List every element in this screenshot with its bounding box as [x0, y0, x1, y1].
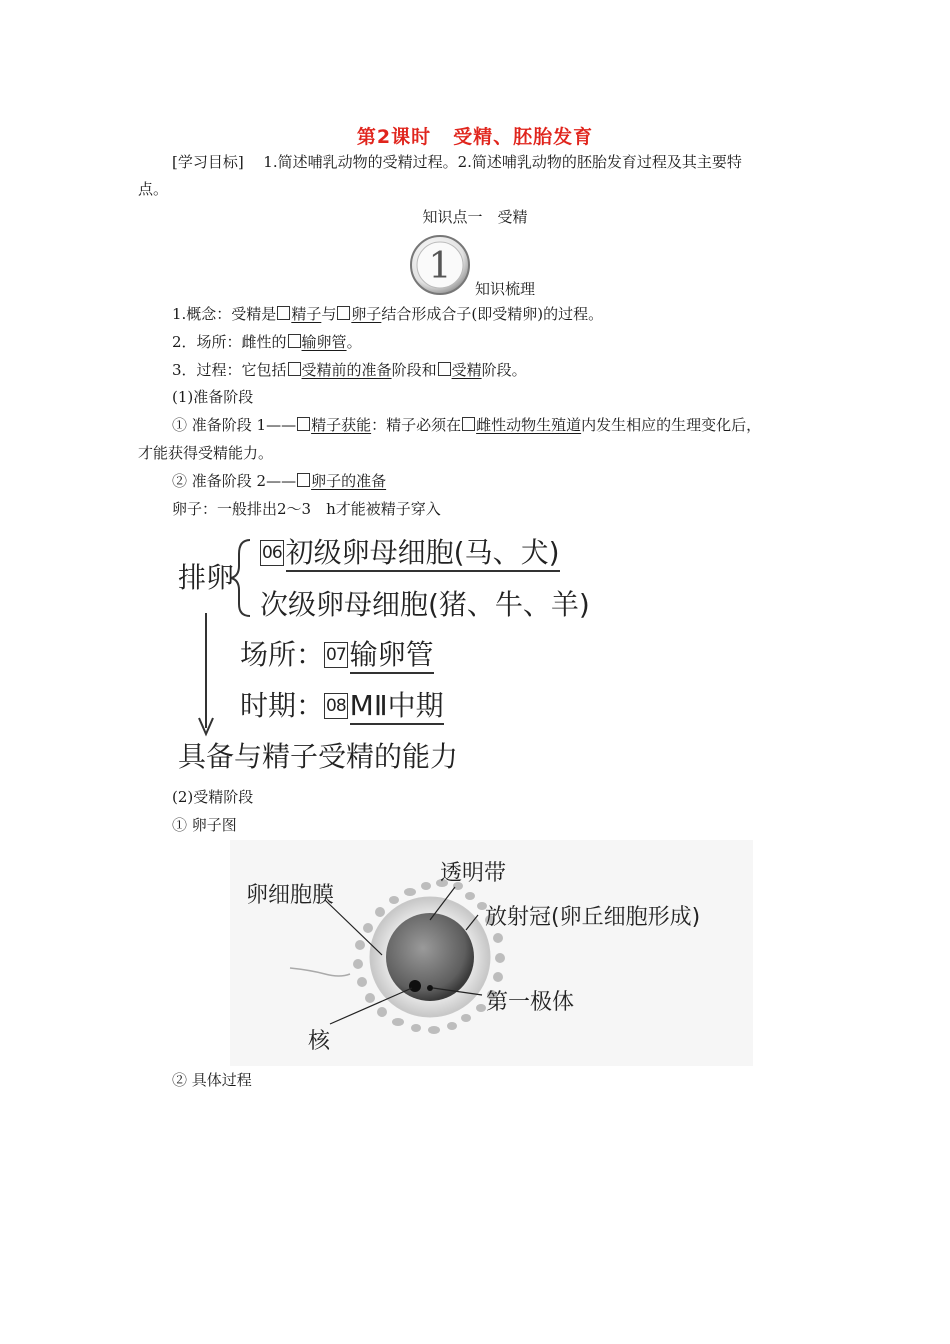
circle-number-icon — [409, 234, 471, 296]
stage1-heading: (1)准备阶段 — [172, 388, 254, 406]
ovulation-flow-diagram — [175, 528, 615, 778]
prep2-text: ② 准备阶段 2—— — [172, 472, 297, 490]
answer-egg: 卵子 — [351, 305, 382, 323]
place-line — [172, 332, 362, 352]
answer-sperm: 精子 — [291, 305, 322, 323]
prep2-line — [172, 471, 386, 491]
place-text: 2．场所：雌性的 — [172, 333, 287, 351]
label-polar-body: 第一极体 — [486, 990, 575, 1015]
primary-oocyte-row — [260, 536, 560, 570]
blank-number-06: 06 — [260, 540, 284, 566]
concept-line — [172, 304, 603, 324]
knowledge-badge — [409, 234, 471, 296]
lesson-topic: 受精、胚胎发育 — [453, 126, 594, 148]
answer-prep-stage: 受精前的准备 — [301, 361, 392, 379]
blank-box — [277, 306, 290, 320]
secondary-oocyte: 次级卵母细胞(猪、牛、羊) — [260, 588, 590, 621]
period-value: MⅡ中期 — [350, 689, 444, 725]
blank-box — [337, 306, 350, 320]
objectives-label: [学习目标] — [172, 153, 244, 171]
label-zona: 透明带 — [440, 861, 507, 886]
answer-fertilization: 受精 — [451, 361, 482, 379]
place-text: 。 — [346, 333, 362, 351]
concept-text: 与 — [321, 305, 337, 323]
place-value: 输卵管 — [350, 638, 434, 674]
specific-process-heading: ② 具体过程 — [172, 1071, 252, 1089]
process-text: 阶段和 — [391, 361, 437, 379]
learning-objectives — [172, 152, 742, 172]
period-label: 时期： — [240, 689, 325, 722]
primary-oocyte: 初级卵母细胞(马、犬) — [286, 536, 560, 572]
process-text: 3．过程：它包括 — [172, 361, 287, 379]
prep1-text: ① 准备阶段 1—— — [172, 416, 297, 434]
knowledge-label: 知识梳理 — [475, 280, 536, 298]
label-membrane: 卵细胞膜 — [246, 883, 335, 908]
prep1-text: 内发生相应的生理变化后， — [581, 416, 762, 434]
page-title — [0, 122, 950, 149]
lesson-number: 第2课时 — [356, 126, 432, 148]
objectives-continuation: 点。 — [138, 180, 169, 198]
objectives-text: 1.简述哺乳动物的受精过程。2.简述哺乳动物的胚胎发育过程及其主要特 — [263, 153, 742, 171]
answer-female-tract: 雌性动物生殖道 — [476, 416, 582, 434]
nucleus — [409, 980, 421, 992]
polar-body — [427, 985, 433, 991]
blank-box — [297, 473, 310, 487]
answer-oviduct: 输卵管 — [301, 333, 347, 351]
place-label: 场所： — [240, 638, 325, 671]
period-row — [240, 689, 444, 723]
ovulation-label: 排卵 — [178, 561, 235, 594]
blank-box — [438, 362, 451, 376]
prep1-line — [172, 415, 761, 435]
process-text: 阶段。 — [481, 361, 527, 379]
flow-result: 具备与精子受精的能力 — [178, 740, 459, 773]
blank-box — [297, 417, 310, 431]
prep1-text: ：精子必须在 — [371, 416, 462, 434]
blank-box — [462, 417, 475, 431]
label-corona: 放射冠(卵丘细胞形成) — [485, 905, 701, 930]
concept-text: 1.概念：受精是 — [172, 305, 277, 323]
answer-capacitation: 精子获能 — [311, 416, 372, 434]
place-row — [240, 638, 434, 672]
blank-box — [288, 334, 301, 348]
section-heading: 知识点一 受精 — [422, 208, 528, 226]
badge-number: 1 — [428, 246, 452, 287]
egg-note: 卵子：一般排出2～3 h才能被精子穿入 — [172, 500, 441, 518]
stage2-heading: (2)受精阶段 — [172, 788, 254, 806]
answer-egg-prep: 卵子的准备 — [311, 472, 387, 490]
concept-text: 结合形成合子(即受精卵)的过程。 — [381, 305, 604, 323]
egg-diagram — [230, 840, 753, 1066]
blank-number-08: 08 — [324, 693, 348, 719]
process-line — [172, 360, 527, 380]
prep1-continuation: 才能获得受精能力。 — [138, 444, 274, 462]
blank-box — [288, 362, 301, 376]
label-nucleus: 核 — [308, 1029, 331, 1054]
blank-number-07: 07 — [324, 642, 348, 668]
egg-figure-heading: ① 卵子图 — [172, 816, 237, 834]
